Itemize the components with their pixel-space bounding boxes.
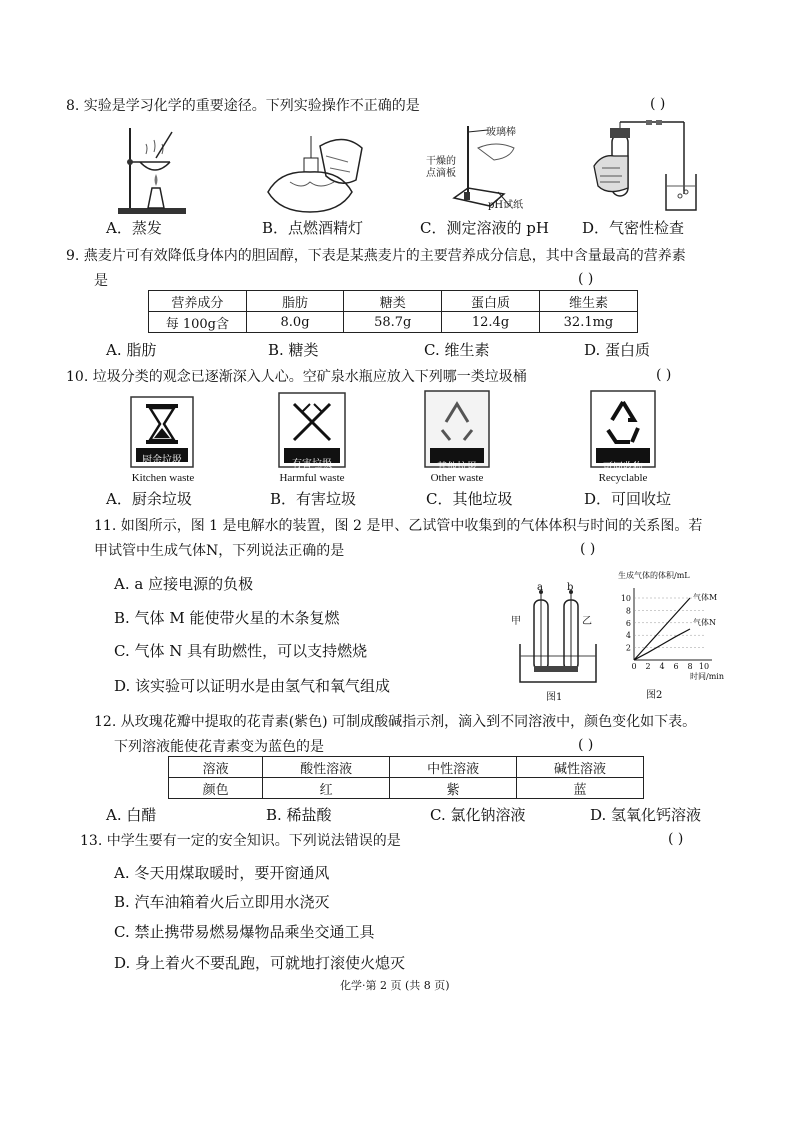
q12-option-c: C. 氯化钠溶液 [430, 806, 526, 824]
q9-option-d: D. 蛋白质 [584, 341, 651, 359]
q10-bin-recyclable-cn: 可回收物 [603, 462, 643, 473]
q8-option-c: C．测定溶液的 pH [420, 219, 549, 237]
chart-x-axis-label: 时间/min [690, 672, 724, 680]
chart-y-tick-label: 4 [625, 631, 631, 641]
q11-fig1-label-yi: 乙 [582, 616, 592, 627]
table-cell: 8.0g [246, 312, 344, 333]
q9-option-b: B. 糖类 [268, 341, 319, 359]
table-cell: 每 100g含 [149, 312, 247, 333]
q10-bin-other-en: Other waste [430, 472, 484, 484]
q13-option-b: B. 汽车油箱着火后立即用水浇灭 [114, 893, 330, 911]
q10-bin-recyclable-en: Recyclable [598, 472, 648, 484]
q9-option-a: A. 脂肪 [106, 341, 157, 359]
chart-series-line [634, 598, 690, 660]
q12-stem-line2: 下列溶液能使花青素变为蓝色的是 [114, 739, 324, 755]
q10-option-c: C．其他垃圾 [426, 490, 513, 508]
q11-volume-time-chart [612, 570, 728, 680]
q12-paren: ( ) [578, 737, 594, 753]
q11-paren: ( ) [580, 541, 596, 557]
q11-option-c: C. 气体 N 具有助燃性，可以支持燃烧 [114, 642, 368, 660]
chart-series-label: 气体N [693, 618, 716, 627]
q8-label-glass-rod: 玻璃棒 [486, 127, 516, 138]
chart-y-tick-label: 2 [625, 643, 631, 653]
q8-label-dry: 干燥的 [426, 156, 456, 167]
q8-paren: ( ) [650, 96, 666, 112]
chart-series-line [634, 629, 690, 660]
q10-option-a: A．厨余垃圾 [106, 490, 192, 508]
q12-color-table [168, 756, 644, 799]
table-cell: 颜色 [169, 778, 263, 799]
q10-bin-harmful-cn: 有害垃圾 [292, 459, 332, 470]
q10-stem: 10. 垃圾分类的观念已逐渐深入人心。空矿泉水瓶应放入下列哪一类垃圾桶 [66, 369, 527, 385]
table-row [149, 291, 638, 312]
table-cell: 糖类 [344, 291, 442, 312]
chart-x-tick-label: 4 [659, 662, 665, 671]
table-cell: 蓝 [517, 778, 644, 799]
q13-option-a: A. 冬天用煤取暖时，要开窗通风 [114, 864, 330, 882]
q8-figure-evaporation [112, 122, 192, 218]
q11-option-a: A. a 应接电源的负极 [114, 575, 254, 593]
chart-x-tick-label: 8 [687, 662, 693, 671]
table-cell: 58.7g [344, 312, 442, 333]
q8-stem: 8. 实验是学习化学的重要途径。下列实验操作不正确的是 [66, 98, 420, 114]
table-row [169, 778, 644, 799]
q11-figure-electrolysis [506, 582, 606, 686]
table-row [149, 312, 638, 333]
q10-option-d: D．可回收垃 [584, 490, 672, 508]
chart-y-tick-label: 10 [620, 594, 631, 603]
q8-label-ph-paper: pH试纸 [488, 200, 524, 211]
chart-series-label: 气体M [693, 593, 718, 602]
q12-option-b: B. 稀盐酸 [266, 806, 332, 824]
q10-paren: ( ) [656, 367, 672, 383]
q11-stem-line2: 甲试管中生成气体N，下列说法正确的是 [94, 543, 345, 559]
q12-option-d: D. 氢氧化钙溶液 [590, 806, 702, 824]
q13-paren: ( ) [668, 831, 684, 847]
q9-stem-line1: 9. 燕麦片可有效降低身体内的胆固醇，下表是某燕麦片的主要营养成分信息，其中含量最高的营养素 [66, 248, 686, 264]
table-row [169, 757, 644, 778]
q8-figure-air-tightness [588, 120, 698, 218]
table-cell: 维生素 [539, 291, 637, 312]
chart-x-tick-label: 10 [698, 662, 710, 671]
q10-bin-other-icon [424, 390, 490, 468]
table-cell: 营养成分 [149, 291, 247, 312]
table-cell: 12.4g [442, 312, 540, 333]
q12-stem-line1: 12. 从玫瑰花瓣中提取的花青素(紫色) 可制成酸碱指示剂，滴入到不同溶液中，颜色变化如下表。 [94, 714, 697, 730]
q11-fig1-label-jia: 甲 [511, 616, 521, 627]
table-cell: 酸性溶液 [263, 757, 390, 778]
table-cell: 溶液 [169, 757, 263, 778]
q10-bin-harmful-en: Harmful waste [279, 472, 345, 484]
q8-label-spot-plate: 点滴板 [426, 168, 456, 179]
q9-paren: ( ) [578, 271, 594, 287]
q11-stem-line1: 11. 如图所示，图 1 是电解水的装置，图 2 是甲、乙试管中收集到的气体体积与时间的关系图。若 [94, 518, 703, 534]
q12-option-a: A. 白醋 [106, 806, 157, 824]
q9-option-c: C. 维生素 [424, 341, 490, 359]
table-cell: 碱性溶液 [517, 757, 644, 778]
chart-x-tick-label: 6 [673, 662, 679, 671]
chart-x-tick-label: 2 [645, 662, 651, 671]
page-footer: 化学·第 2 页 (共 8 页) [340, 979, 450, 992]
q11-fig1-label-a: a [537, 582, 543, 593]
q13-option-d: D. 身上着火不要乱跑，可就地打滚使火熄灭 [114, 954, 406, 972]
q10-bin-recyclable-icon [590, 390, 656, 468]
q11-fig2-caption: 图2 [646, 690, 663, 701]
chart-y-axis-label: 生成气体的体积/mL [618, 571, 690, 580]
q10-bin-kitchen-en: Kitchen waste [131, 472, 195, 484]
q9-stem-line2: 是 [94, 273, 108, 289]
q11-option-b: B. 气体 M 能使带火星的木条复燃 [114, 609, 340, 627]
table-cell: 红 [263, 778, 390, 799]
table-cell: 中性溶液 [390, 757, 517, 778]
q13-stem: 13. 中学生要有一定的安全知识。下列说法错误的是 [80, 833, 401, 849]
q9-nutrition-table [148, 290, 638, 333]
q11-option-d: D. 该实验可以证明水是由氢气和氧气组成 [114, 677, 391, 695]
q8-option-b: B．点燃酒精灯 [262, 219, 364, 237]
table-cell: 32.1mg [539, 312, 637, 333]
q8-option-a: A．蒸发 [106, 219, 162, 237]
q10-option-b: B．有害垃圾 [270, 490, 357, 508]
chart-y-tick-label: 6 [625, 618, 631, 628]
table-cell: 脂肪 [246, 291, 344, 312]
q11-fig1-label-b: b [567, 582, 574, 593]
chart-x-tick-label: 0 [631, 662, 637, 671]
table-cell: 紫 [390, 778, 517, 799]
q8-option-d: D．气密性检查 [582, 219, 685, 237]
table-cell: 蛋白质 [442, 291, 540, 312]
q13-option-c: C. 禁止携带易燃易爆物品乘坐交通工具 [114, 923, 375, 941]
q10-bin-kitchen-cn: 厨余垃圾 [142, 455, 182, 466]
q10-bin-other-cn: 其他垃圾 [437, 462, 477, 473]
chart-y-tick-label: 8 [625, 606, 631, 616]
q8-figure-alcohol-lamp [260, 126, 370, 220]
q11-fig1-caption: 图1 [546, 692, 563, 703]
